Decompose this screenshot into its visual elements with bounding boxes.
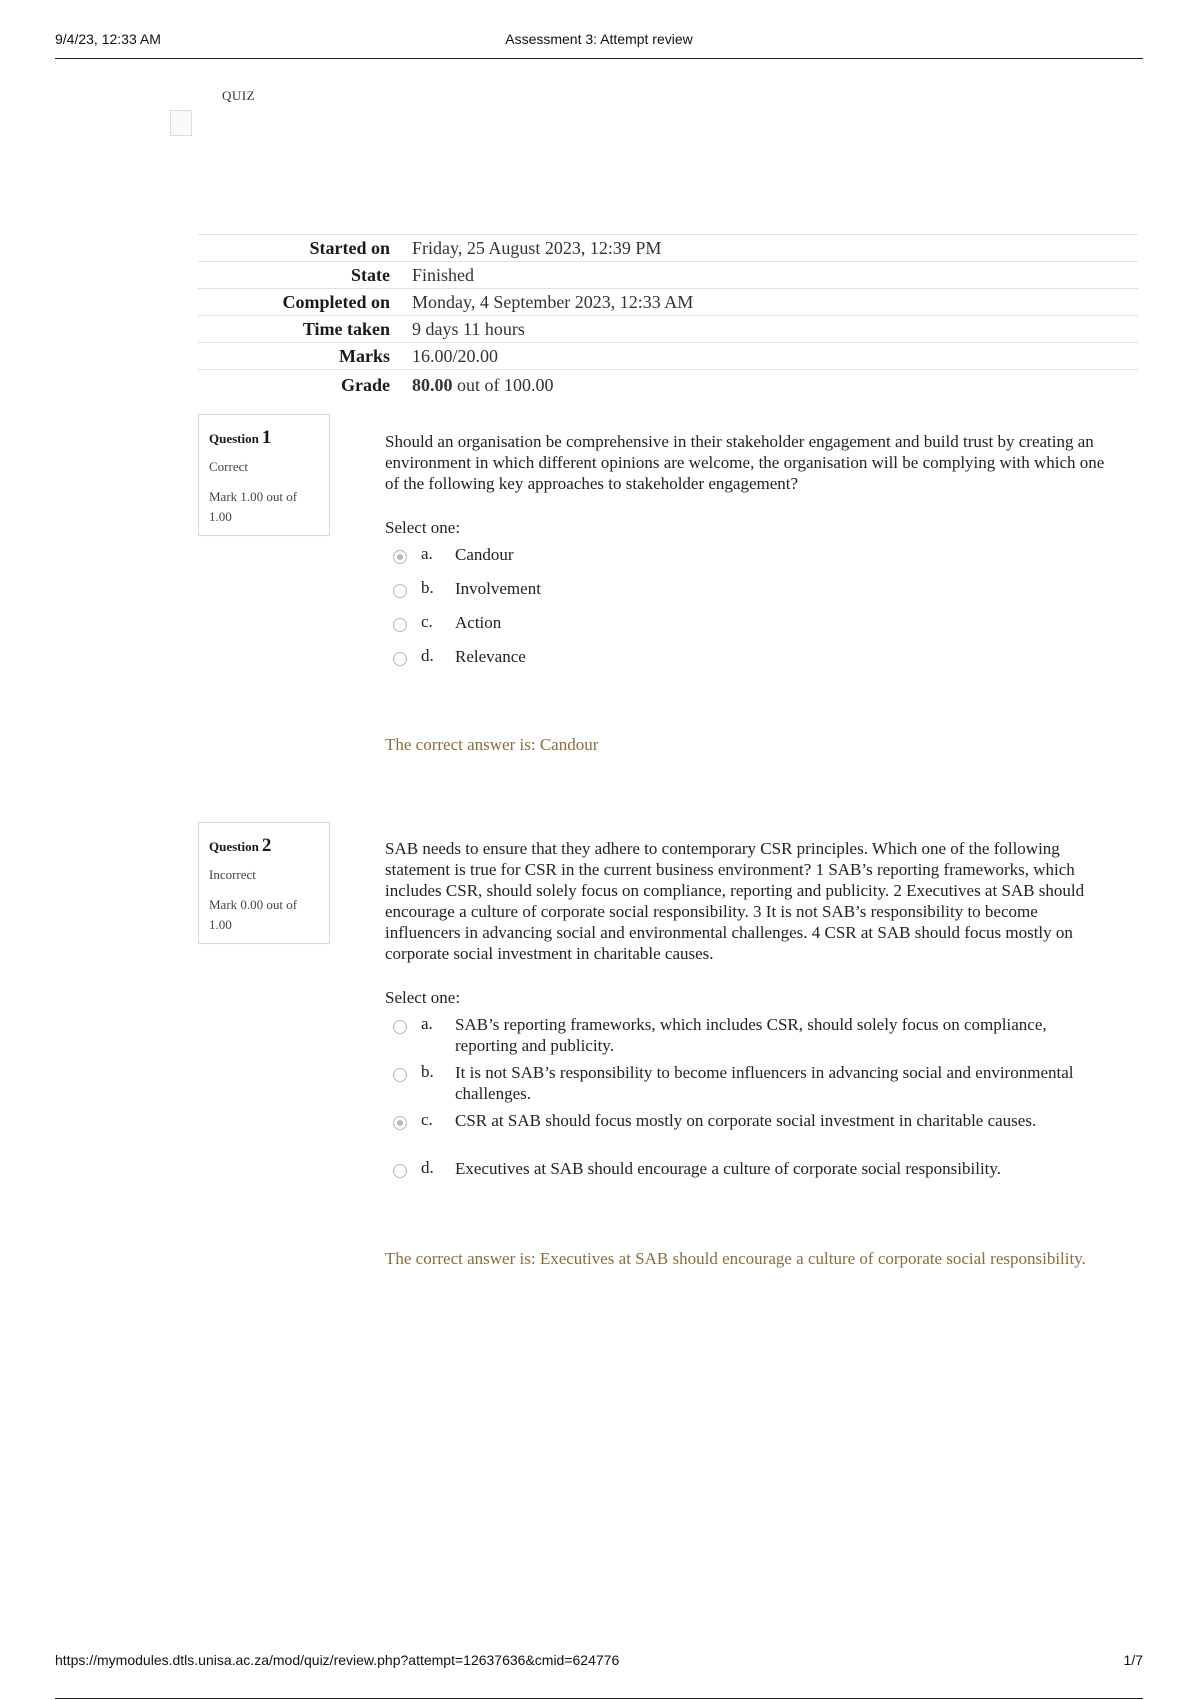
print-footer <box>55 1648 1143 1699</box>
question-2-content <box>385 838 1105 1269</box>
question-1-options <box>385 544 1105 680</box>
question-2-feedback: The correct answer is: Executives at SAB should encourage a culture of corporate social responsibility. <box>385 1249 1086 1268</box>
option-letter: c. <box>421 1110 433 1129</box>
option-text: Action <box>455 613 502 632</box>
question-1-content <box>385 431 1105 755</box>
question-2-option-a[interactable] <box>393 1014 1105 1062</box>
question-2-option-c[interactable] <box>393 1110 1105 1158</box>
radio-checked-icon[interactable] <box>393 1116 407 1130</box>
question-1-prompt: Select one: <box>385 518 461 537</box>
time-taken-label: Time taken <box>302 318 390 339</box>
question-1-number: 1 <box>261 427 272 448</box>
option-letter: c. <box>421 612 433 631</box>
question-1-label: Question <box>209 431 259 446</box>
option-text: Involvement <box>455 579 541 598</box>
started-on-label: Started on <box>309 237 390 258</box>
radio-icon[interactable] <box>393 1068 407 1082</box>
question-2-prompt: Select one: <box>385 988 461 1007</box>
question-1-text: Should an organisation be comprehensive in their stakeholder engagement and build trust by creating an environment in which different opinions are welcome, the organisation will be complying with which one of the following key approaches to stakeholder engagement? <box>385 432 1105 493</box>
time-taken-value: 9 days 11 hours <box>412 318 525 339</box>
option-letter: b. <box>421 1062 434 1081</box>
question-2-option-b[interactable] <box>393 1062 1105 1110</box>
summary-row-time <box>198 316 1138 343</box>
question-2-options <box>385 1014 1105 1184</box>
radio-icon[interactable] <box>393 1020 407 1034</box>
question-1-mark: Mark 1.00 out of 1.00 <box>209 489 298 524</box>
radio-icon[interactable] <box>393 618 407 632</box>
attempt-summary-table <box>198 234 1138 398</box>
radio-icon[interactable] <box>393 584 407 598</box>
question-1-state: Correct <box>209 459 248 474</box>
summary-row-state <box>198 262 1138 289</box>
summary-row-started <box>198 235 1138 262</box>
print-date: 9/4/23, 12:33 AM <box>55 31 161 47</box>
print-header <box>55 28 1143 59</box>
radio-checked-icon[interactable] <box>393 550 407 564</box>
marks-label: Marks <box>339 345 390 366</box>
question-2-text: SAB needs to ensure that they adhere to contemporary CSR principles. Which one of the following statement is true for CSR in the current business environment? 1 SAB’s reporting frameworks, which includes CSR, should solely focus on compliance, reporting and publicity. 2 Executives at SAB should encourage a culture of corporate social responsibility. 3 It is not SAB’s responsibility to become influencers in advancing social and environmental challenges. 4 CSR at SAB should focus mostly on corporate social investment in charitable causes. <box>385 839 1085 963</box>
option-letter: d. <box>421 1158 434 1177</box>
question-1-option-c[interactable] <box>393 612 1105 646</box>
option-letter: b. <box>421 578 434 597</box>
grade-out-of: out of 100.00 <box>457 374 554 395</box>
summary-row-completed <box>198 289 1138 316</box>
option-letter: a. <box>421 1014 433 1033</box>
completed-on-label: Completed on <box>282 291 390 312</box>
option-text: Candour <box>455 545 514 564</box>
grade-label: Grade <box>341 374 390 395</box>
question-2-number: 2 <box>261 835 272 856</box>
option-text: SAB’s reporting frameworks, which includes CSR, should solely focus on compliance, reporting and publicity. <box>455 1015 1047 1055</box>
question-1-option-a[interactable] <box>393 544 1105 578</box>
option-text: Executives at SAB should encourage a culture of corporate social responsibility. <box>455 1159 1002 1178</box>
radio-icon[interactable] <box>393 1164 407 1178</box>
question-1-feedback: The correct answer is: Candour <box>385 735 599 754</box>
option-text: CSR at SAB should focus mostly on corporate social investment in charitable causes. <box>455 1111 1037 1130</box>
page-number: 1/7 <box>1123 1652 1143 1668</box>
question-1-option-b[interactable] <box>393 578 1105 612</box>
summary-row-grade <box>198 370 1138 399</box>
option-text: It is not SAB’s responsibility to become influencers in advancing social and environmental challenges. <box>455 1063 1074 1103</box>
summary-row-marks <box>198 343 1138 370</box>
question-2-state: Incorrect <box>209 867 256 882</box>
completed-on-value: Monday, 4 September 2023, 12:33 AM <box>412 291 694 312</box>
question-1-info <box>198 414 330 536</box>
question-1-option-d[interactable] <box>393 646 1105 680</box>
option-letter: d. <box>421 646 434 665</box>
question-2-info <box>198 822 330 944</box>
document-icon <box>170 110 192 136</box>
print-title: Assessment 3: Attempt review <box>505 31 693 47</box>
state-label: State <box>351 264 390 285</box>
radio-icon[interactable] <box>393 652 407 666</box>
marks-value: 16.00/20.00 <box>412 345 499 366</box>
option-letter: a. <box>421 544 433 563</box>
question-2-label: Question <box>209 839 259 854</box>
started-on-value: Friday, 25 August 2023, 12:39 PM <box>412 237 662 258</box>
quiz-label: QUIZ <box>222 88 256 103</box>
grade-score: 80.00 <box>412 374 453 395</box>
state-value: Finished <box>412 264 475 285</box>
option-text: Relevance <box>455 647 526 666</box>
question-2-mark: Mark 0.00 out of 1.00 <box>209 897 298 932</box>
print-url: https://mymodules.dtls.unisa.ac.za/mod/quiz/review.php?attempt=12637636&cmid=624776 <box>55 1652 620 1668</box>
grade-value <box>410 370 1138 399</box>
question-2-option-d[interactable] <box>393 1158 1105 1184</box>
